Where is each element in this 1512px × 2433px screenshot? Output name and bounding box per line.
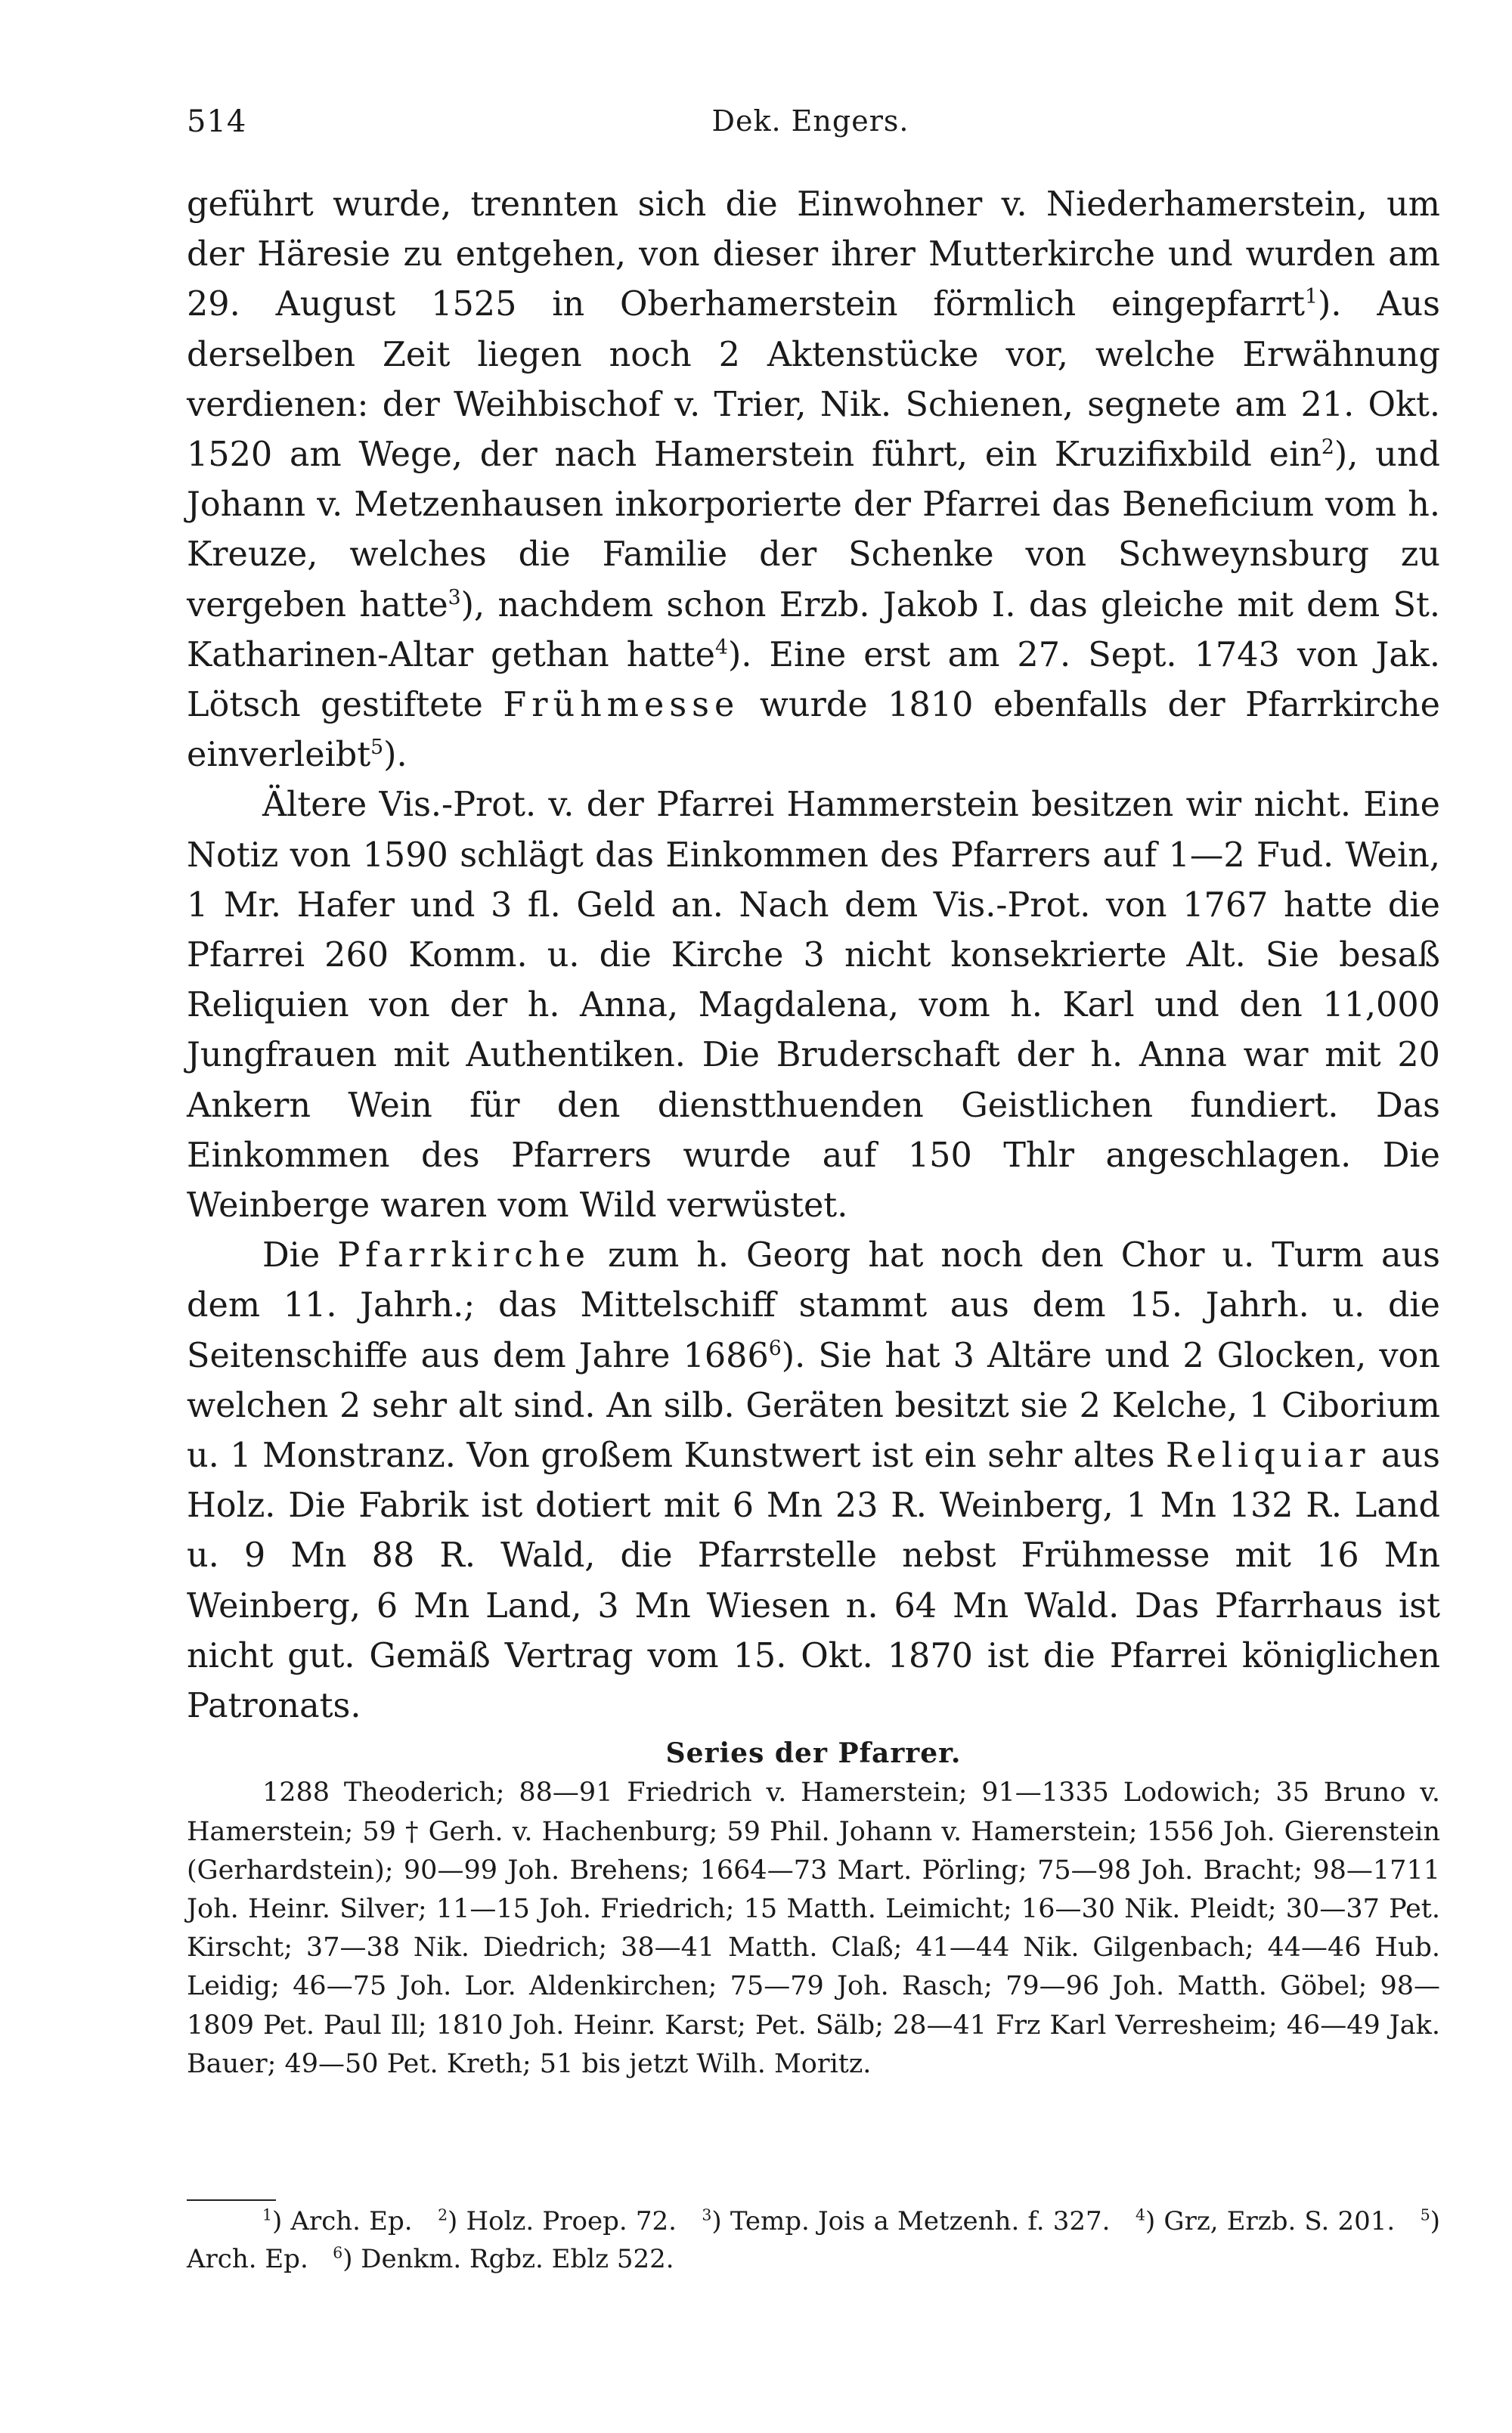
footnote-text: ) Arch. Ep. bbox=[187, 2206, 1440, 2274]
paragraph-1-text: geführt wurde, trennten sich die Einwohner v. Niederhamerstein, um der Häresie zu entgehen, von dieser ihrer Mutterkirche und wurden am 29. August 1525 in Oberhamerstein förmlich eingepfarrt bbox=[187, 185, 1440, 324]
footnote-number: 2 bbox=[438, 2205, 448, 2224]
paragraph-3-text: ). Sie hat 3 Altäre und 2 Glocken, von welchen 2 sehr alt sind. An silb. Geräten besitzt sie 2 Kelche, 1 Ciborium u. 1 Monstranz. Von großem Kunstwert ist ein sehr altes bbox=[187, 1336, 1440, 1476]
series-heading: Series der Pfarrer. bbox=[665, 1737, 962, 1770]
paragraph-1-text: ). Aus derselben Zeit liegen noch 2 Aktenstücke vor, welche Erwähnung verdienen: der Weihbischof v. Trier, Nik. Schienen, segnete am 21. Okt. 1520 am Wege, der nach Hamerstein führt, ein Kruzifixbild ein bbox=[187, 285, 1440, 475]
footnote-divider bbox=[187, 2199, 276, 2201]
footnote-number: 1 bbox=[262, 2205, 272, 2224]
paragraph-3 bbox=[187, 1231, 1440, 1731]
footnote-ref-3: 3 bbox=[448, 585, 461, 609]
paragraph-3-text: zum h. Georg hat noch den Chor u. Turm aus dem 11. Jahrh.; das Mittelschiff stammt aus dem 15. Jahrh. u. die Seitenschiffe aus dem Jahre 1686 bbox=[187, 1236, 1440, 1375]
paragraph-2: Ältere Vis.-Prot. v. der Pfarrei Hammerstein besitzen wir nicht. Eine Notiz von 1590 schlägt das Einkommen des Pfarrers auf 1—2 Fud. Wein, 1 Mr. Hafer und 3 fl. Geld an. Nach dem Vis.-Prot. von 1767 hatte die Pfarrei 260 Komm. u. die Kirche 3 nicht konsekrierte Alt. Sie besaß Reliquien von der h. Anna, Magdalena, vom h. Karl und den 11,000 Jungfrauen mit Authentiken. Die Bruderschaft der h. Anna war mit 20 Ankern Wein für den dienstthuenden Geistlichen fundiert. Das Einkommen des Pfarrers wurde auf 150 Thlr angeschlagen. Die Weinberge waren vom Wild verwüstet. bbox=[187, 786, 1440, 1226]
footnote-number: 5 bbox=[1420, 2205, 1430, 2224]
paragraph-3-text: Die bbox=[262, 1236, 321, 1275]
footnote-block bbox=[187, 2202, 1440, 2278]
footnote-number: 6 bbox=[333, 2243, 343, 2262]
body-text bbox=[187, 180, 1440, 2084]
footnote-text: ) Grz, Erzb. S. 201. bbox=[1145, 2206, 1396, 2236]
footnote-number: 3 bbox=[702, 2205, 712, 2224]
footnote-text: ) Denkm. Rgbz. Eblz 522. bbox=[342, 2244, 674, 2274]
series-list: 1288 Theoderich; 88—91 Friedrich v. Hamerstein; 91—1335 Lodowich; 35 Bruno v. Hamerstein; 59 † Gerh. v. Hachenburg; 59 Phil. Johann v. Hamerstein; 1556 Joh. Gierenstein (Gerhardstein); 90—99 Joh. Brehens; 1664—73 Mart. Pörling; 75—98 Joh. Bracht; 98—1711 Joh. Heinr. Silver; 11—15 Joh. Friedrich; 15 Matth. Leimicht; 16—30 Nik. Pleidt; 30—37 Pet. Kirscht; 37—38 Nik. Diedrich; 38—41 Matth. Claß; 41—44 Nik. Gilgenbach; 44—46 Hub. Leidig; 46—75 Joh. Lor. Aldenkirchen; 75—79 Joh. Rasch; 79—96 Joh. Matth. Göbel; 98—1809 Pet. Paul Ill; 1810 Joh. Heinr. Karst; Pet. Sälb; 28—41 Frz Karl Verresheim; 46—49 Jak. Bauer; 49—50 Pet. Kreth; 51 bis jetzt Wilh. Moritz. bbox=[187, 1777, 1440, 2079]
paragraph-1-text: ). Eine erst am 27. Sept. 1743 von Jak. Lötsch gestiftete bbox=[187, 635, 1441, 725]
paragraph-1-text: ), und Johann v. Metzenhausen inkorporierte der Pfarrei das Beneficium vom h. Kreuze, welches die Familie der Schenke von Schweynsburg zu vergeben hatte bbox=[187, 435, 1440, 625]
page-number: 514 bbox=[187, 104, 247, 139]
footnote-number: 4 bbox=[1135, 2205, 1145, 2224]
footnote-text: ) Temp. Jois a Metzenh. f. 327. bbox=[711, 2206, 1111, 2236]
paragraph-1 bbox=[187, 180, 1440, 780]
footnote-ref-2: 2 bbox=[1321, 435, 1334, 460]
running-header bbox=[187, 104, 1434, 150]
header-title: Dek. Engers. bbox=[711, 104, 909, 138]
paragraph-1-text: ), nachdem schon Erzb. Jakob I. das gleiche mit dem St. Katharinen-Altar gethan hatte bbox=[187, 585, 1440, 674]
footnote-text: ) Holz. Proep. 72. bbox=[448, 2206, 677, 2236]
footnote-ref-5: 5 bbox=[370, 736, 384, 760]
footnote-ref-6: 6 bbox=[768, 1336, 782, 1360]
spaced-term: Frühmesse bbox=[503, 686, 740, 725]
paragraph-1-text: ). bbox=[383, 736, 407, 775]
footnote-ref-1: 1 bbox=[1305, 285, 1318, 309]
spaced-term: Pfarrkirche bbox=[337, 1236, 591, 1275]
paragraph-3-text: aus Holz. Die Fabrik ist dotiert mit 6 Mn 23 R. Weinberg, 1 Mn 132 R. Land u. 9 Mn 88 R. Wald, die Pfarrstelle nebst Frühmesse mit 16 Mn Weinberg, 6 Mn Land, 3 Mn Wiesen n. 64 Mn Wald. Das Pfarrhaus ist nicht gut. Gemäß Vertrag vom 15. Okt. 1870 ist die Pfarrei königlichen Patronats. bbox=[187, 1437, 1440, 1726]
footnotes bbox=[187, 2202, 1440, 2278]
paragraph-1-text: wurde 1810 ebenfalls der Pfarrkirche einverleibt bbox=[187, 686, 1440, 775]
spaced-term: Reliquiar bbox=[1165, 1437, 1371, 1476]
footnote-ref-4: 4 bbox=[715, 636, 729, 659]
footnote-text: ) Arch. Ep. bbox=[271, 2206, 413, 2236]
